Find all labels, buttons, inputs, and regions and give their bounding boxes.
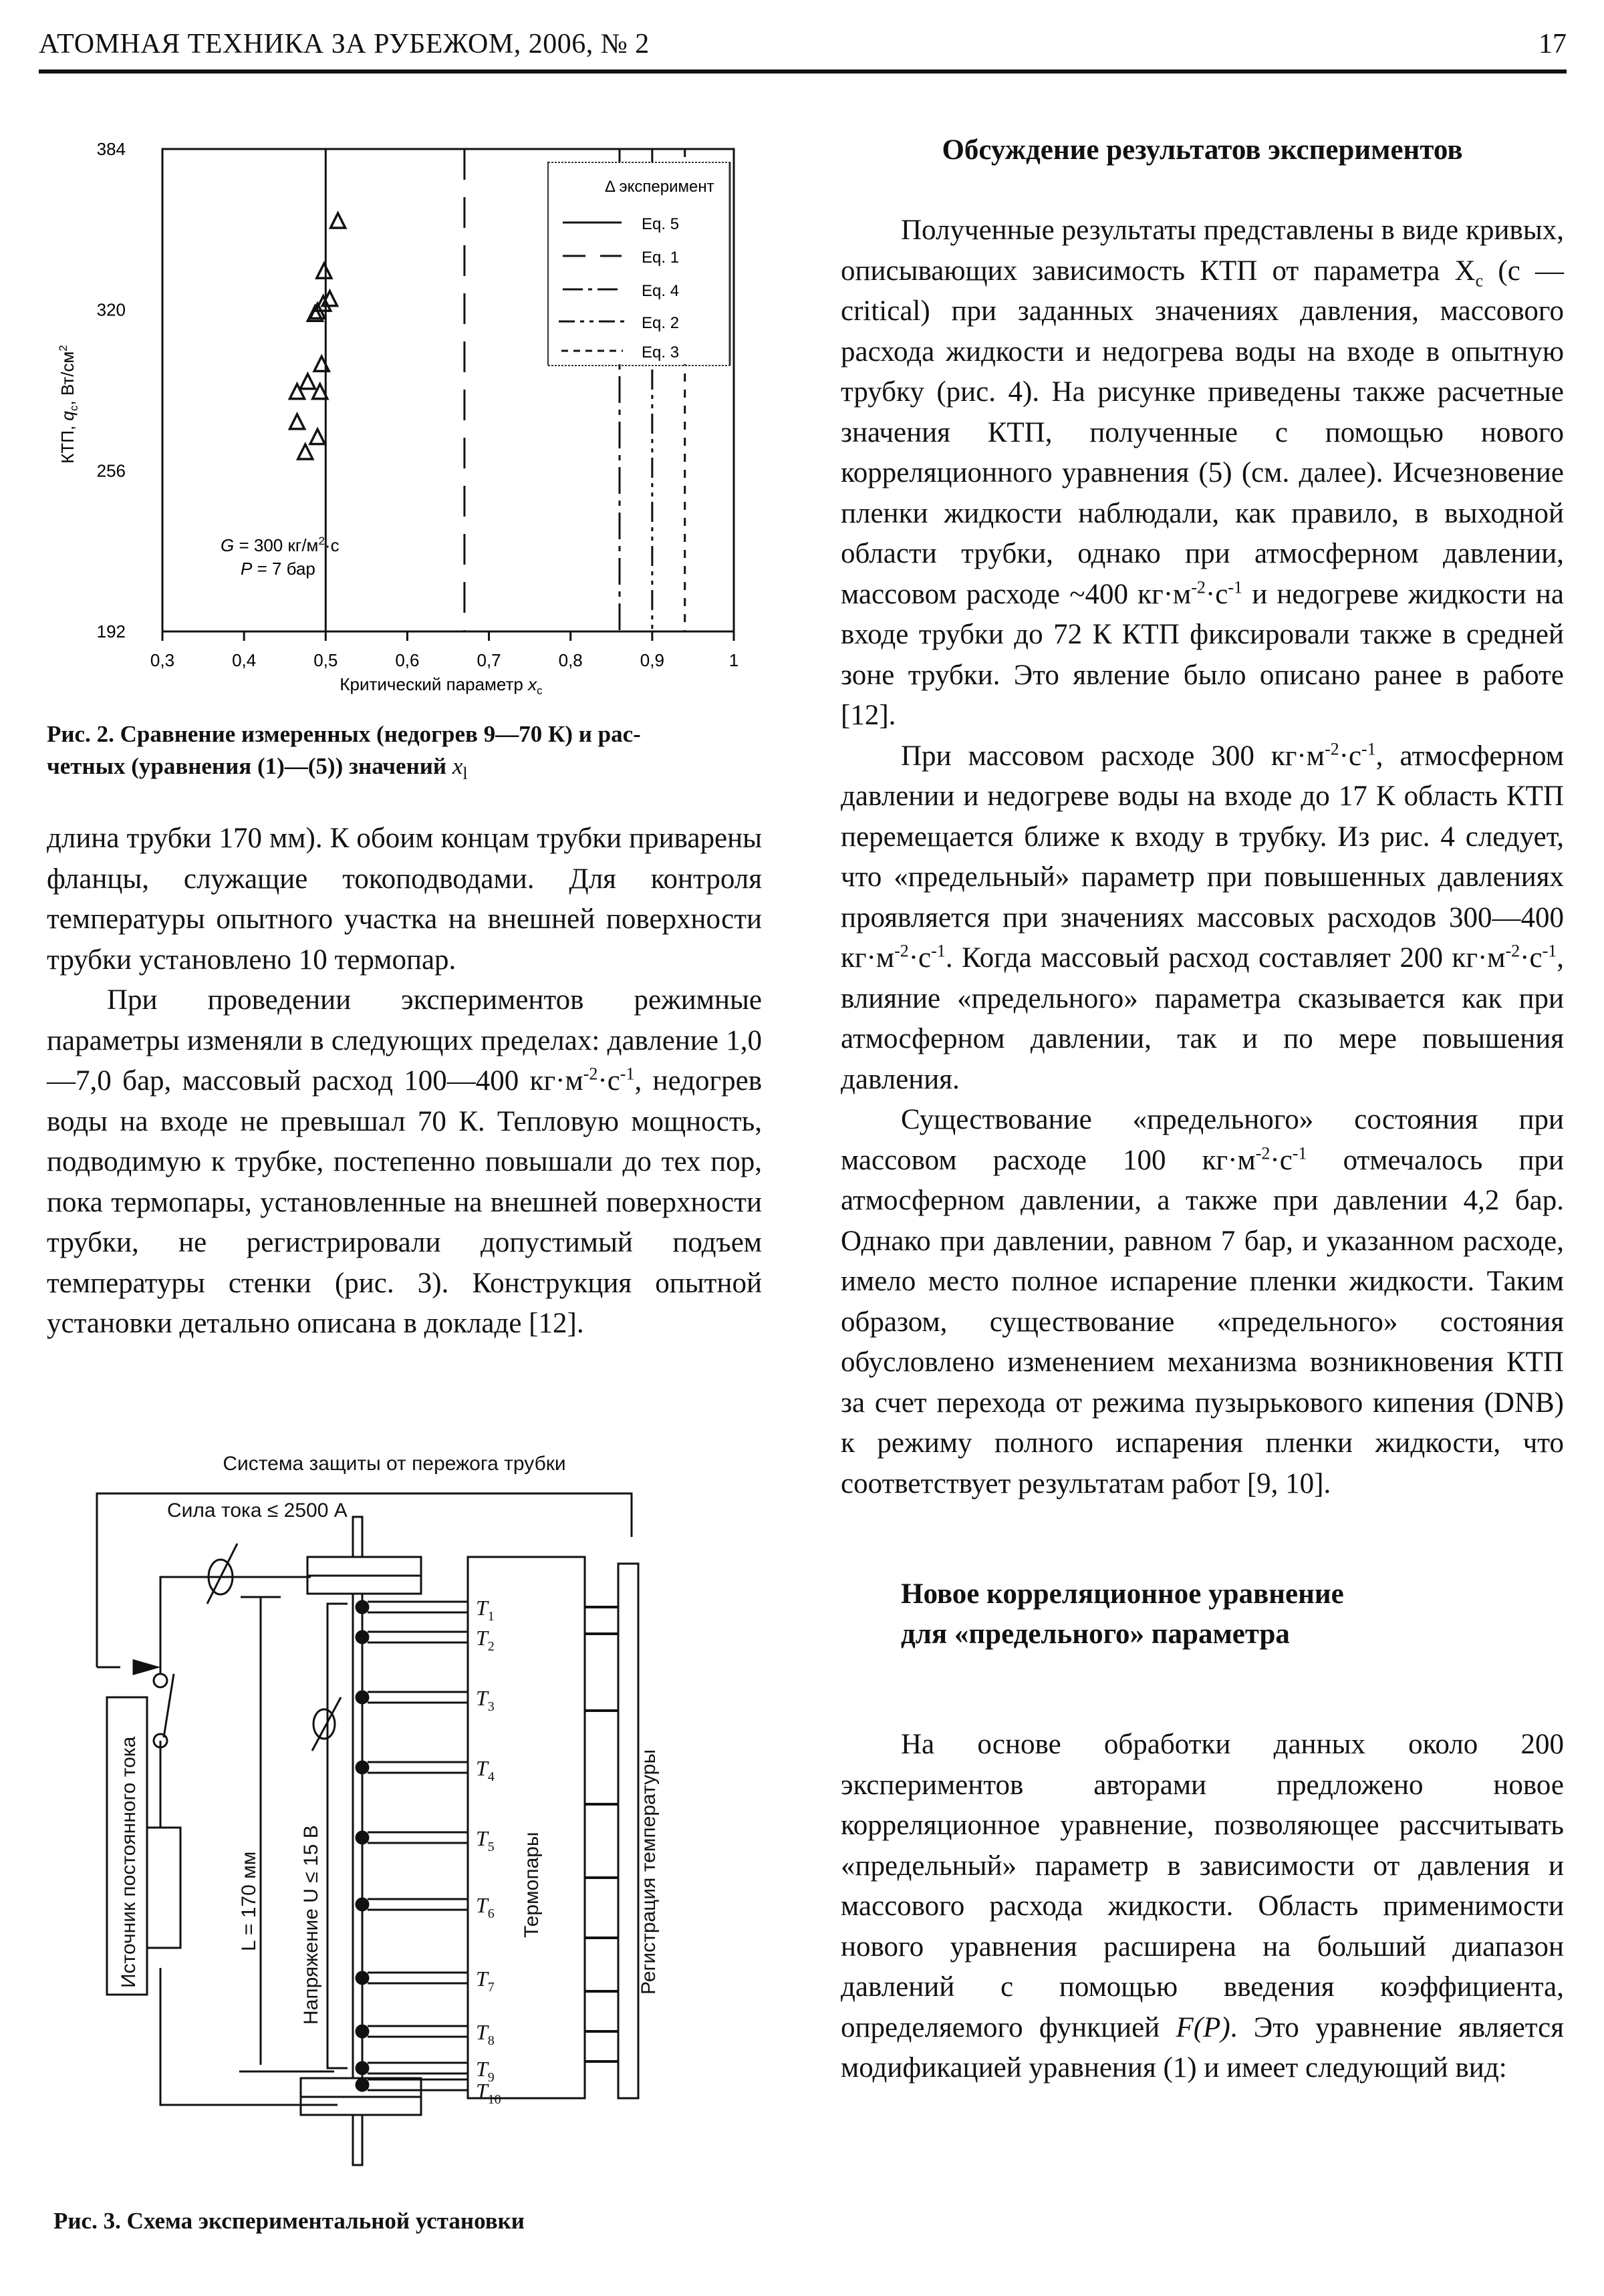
figure-2-caption <box>47 718 762 782</box>
figure-2-chart <box>40 117 755 718</box>
left-column-text <box>47 819 762 1344</box>
label-protection-system: Система защиты от пережога трубки <box>223 1453 566 1475</box>
section-heading-correlation: Новое корреляционное уравнение для «предельного» параметра <box>901 1578 1344 1650</box>
data-point-triangle <box>317 263 331 278</box>
y-tick-label: 320 <box>96 299 126 320</box>
legend-experiment: Δ эксперимент <box>605 178 714 196</box>
thermocouple-label-4: $T_4$ <box>476 1756 495 1784</box>
data-point-triangle <box>300 374 315 389</box>
thermocouple-junction <box>356 1898 368 1910</box>
y-tick-label: 192 <box>96 621 126 641</box>
x-tick-label: 0,5 <box>313 650 338 670</box>
thermocouple-junction <box>356 1972 368 1984</box>
header-rule <box>39 69 1567 74</box>
data-point-triangle <box>298 444 313 459</box>
page-number: 17 <box>1539 29 1567 59</box>
paragraph: На основе обработки данных около 200 экспериментов авторами предложено новое корреляционное уравнение, позволяющее рассчитывать «предельный» параметр в зависимости от давления и массового расхода жидкости. Область применимости нового уравнения расширена на больший диапазон давлений с помощью введения коэффициента, определяемого функцией F(P). Это уравнение является модификацией уравнения (1) и имеет следующий вид: <box>841 1729 1564 2084</box>
legend-eq3: Eq. 3 <box>642 343 680 362</box>
legend-eq4: Eq. 4 <box>642 282 680 300</box>
annotation-g: G = 300 $кг/м^2\cdot с$ <box>221 535 340 555</box>
annotation-p: P = 7 бар <box>241 559 315 579</box>
thermocouple-label-7: $T_7$ <box>476 1967 495 1995</box>
thermocouple-label-1: $T_1$ <box>476 1596 495 1624</box>
paragraph: Полученные результаты представлены в виде кривых, описывающих зависимость КТП от параметра $X_c$ (с — critical) при заданных значениях давления, массового расхода жидкости и недогрева воды на входе в опытную трубку (рис. 4). На рисунке приведены также расчетные значения КТП, полученные с помощью нового корреляционного уравнения (5) (см. далее). Исчезновение пленки жидкости наблюдали, как правило, в выходной области трубки, однако при атмосферном давлении, массовом расходе ~400 $кг\cdot м^{-2}\cdot с^{-1}$ и недогреве жидкости на входе трубки до 72 К КТП фиксировали также в средней зоне трубки. Это явление было описано ранее в работе [12]. <box>841 214 1565 731</box>
paragraph: При проведении экспериментов режимные параметры изменяли в следующих пределах: давление 1,0—7,0 бар, массовый расход 100—400 $кг\cdot м^{-2}\cdot с^{-1}$, недогрев воды на входе не превышал 70 К. Тепловую мощность, подводимую к трубке, постепенно повышали до тех пор, пока термопары, установленные на внешней поверхности трубки, не регистрировали допустимый подъем температуры стенки (рис. 3). Конструкция опытной установки детально описана в докладе [12]. <box>47 984 762 1339</box>
label-current: Сила тока ≤ 2500 А <box>167 1499 348 1522</box>
figure-2-caption-line2: четных (уравнения (1)—(5)) значений $x_l$ <box>47 753 468 783</box>
x-tick-label: 0,4 <box>232 650 257 670</box>
thermocouple-junction <box>356 1601 368 1613</box>
chart-legend <box>548 162 730 347</box>
legend-eq2: Eq. 2 <box>642 314 680 332</box>
x-tick-label: 0,6 <box>395 650 420 670</box>
thermocouple-label-6: $T_6$ <box>476 1893 495 1921</box>
thermocouple-label-9: $T_9$ <box>476 2057 495 2085</box>
label-power-source: Источник постоянного тока <box>118 1736 140 1988</box>
figure-2-caption-line1: Рис. 2. Сравнение измеренных (недогрев 9—70 К) и рас- <box>47 721 641 747</box>
section-heading-discussion: Обсуждение результатов экспериментов <box>942 134 1463 166</box>
data-point-triangle <box>310 429 325 444</box>
x-tick-label: 1 <box>728 650 739 670</box>
legend-eq5: Eq. 5 <box>642 215 680 233</box>
data-point-triangle <box>314 356 329 371</box>
x-axis-label: Критический параметр $x_c$ <box>340 674 543 697</box>
legend-eq1: Eq. 1 <box>642 249 680 267</box>
data-point-triangle <box>290 414 305 429</box>
label-length: L = 170 мм <box>238 1851 260 1951</box>
thermocouple-junction <box>356 1631 368 1643</box>
label-voltage: Напряжение U ≤ 15 В <box>300 1825 322 2025</box>
x-tick-label: 0,7 <box>477 650 501 670</box>
figure-3-caption: Рис. 3. Схема экспериментальной установки <box>53 2208 525 2234</box>
thermocouple-junction <box>356 1761 368 1773</box>
paragraph: длина трубки 170 мм). К обоим концам трубки приварены фланцы, служащие токоподводами. Для контроля температуры опытного участка на внешней поверхности трубки установлено 10 термопар. <box>47 823 762 976</box>
figure-3-diagram <box>67 1443 702 2198</box>
thermocouple-label-5: $T_5$ <box>476 1826 495 1854</box>
thermocouple-label-3: $T_3$ <box>476 1686 495 1714</box>
y-axis-label: КТП, $q_c$, $Вт/см^2$ <box>57 345 80 464</box>
thermocouple-junction <box>356 2062 368 2074</box>
paragraph: Существование «предельного» состояния при массовом расходе 100 $кг\cdot м^{-2}\cdot с^{-1}$ отмечалось при атмосферном давлении, а также при давлении 4,2 бар. Однако при давлении, равном 7 бар, и указанном расходе, имело место полное испарение пленки жидкости. Таким образом, существование «предельного» состояния обусловлено изменением механизма возникновения КТП за счет перехода от режима пузырькового кипения (DNB) к режиму полного испарения пленки жидкости, что соответствует результатам работ [9, 10]. <box>841 1104 1564 1499</box>
thermocouple-junction <box>356 2079 368 2091</box>
running-header <box>39 28 1567 68</box>
thermocouple-label-8: $T_8$ <box>476 2020 495 2048</box>
chart-canvas <box>40 117 755 718</box>
label-thermocouples: Термопары <box>521 1832 543 1938</box>
thermocouple-junction <box>356 1691 368 1703</box>
x-tick-label: 0,9 <box>640 650 664 670</box>
x-tick-label: 0,8 <box>558 650 583 670</box>
y-tick-label: 256 <box>96 460 126 481</box>
thermocouple-label-10: $T_{10}$ <box>476 2079 501 2107</box>
data-point-triangle <box>331 213 346 228</box>
journal-title: АТОМНАЯ ТЕХНИКА ЗА РУБЕЖОМ, 2006, № 2 <box>39 29 650 59</box>
thermocouple-junction <box>356 2025 368 2037</box>
y-tick-label: 384 <box>96 139 126 159</box>
right-column <box>841 130 1564 2089</box>
paragraph: При массовом расходе 300 $кг\cdot м^{-2}\cdot с^{-1}$, атмосферном давлении и недогреве воды на входе до 17 К область КТП перемещается ближе к входу в трубку. Из рис. 4 следует, что «предельный» параметр при повышенных давлениях проявляется при значениях массовых расходов 300—400 $кг\cdot м^{-2}\cdot с^{-1}$. Когда массовый расход составляет 200 $кг\cdot м^{-2}\cdot с^{-1}$, влияние «предельного» параметра сказывается как при атмосферном давлении, так и по мере повышения давления. <box>841 739 1564 1095</box>
thermocouple-label-2: $T_2$ <box>476 1626 495 1654</box>
label-registration: Регистрация температуры <box>638 1749 660 1995</box>
x-tick-label: 0,3 <box>150 650 175 670</box>
diagram-canvas <box>67 1443 702 2198</box>
thermocouple-junction <box>356 1832 368 1844</box>
